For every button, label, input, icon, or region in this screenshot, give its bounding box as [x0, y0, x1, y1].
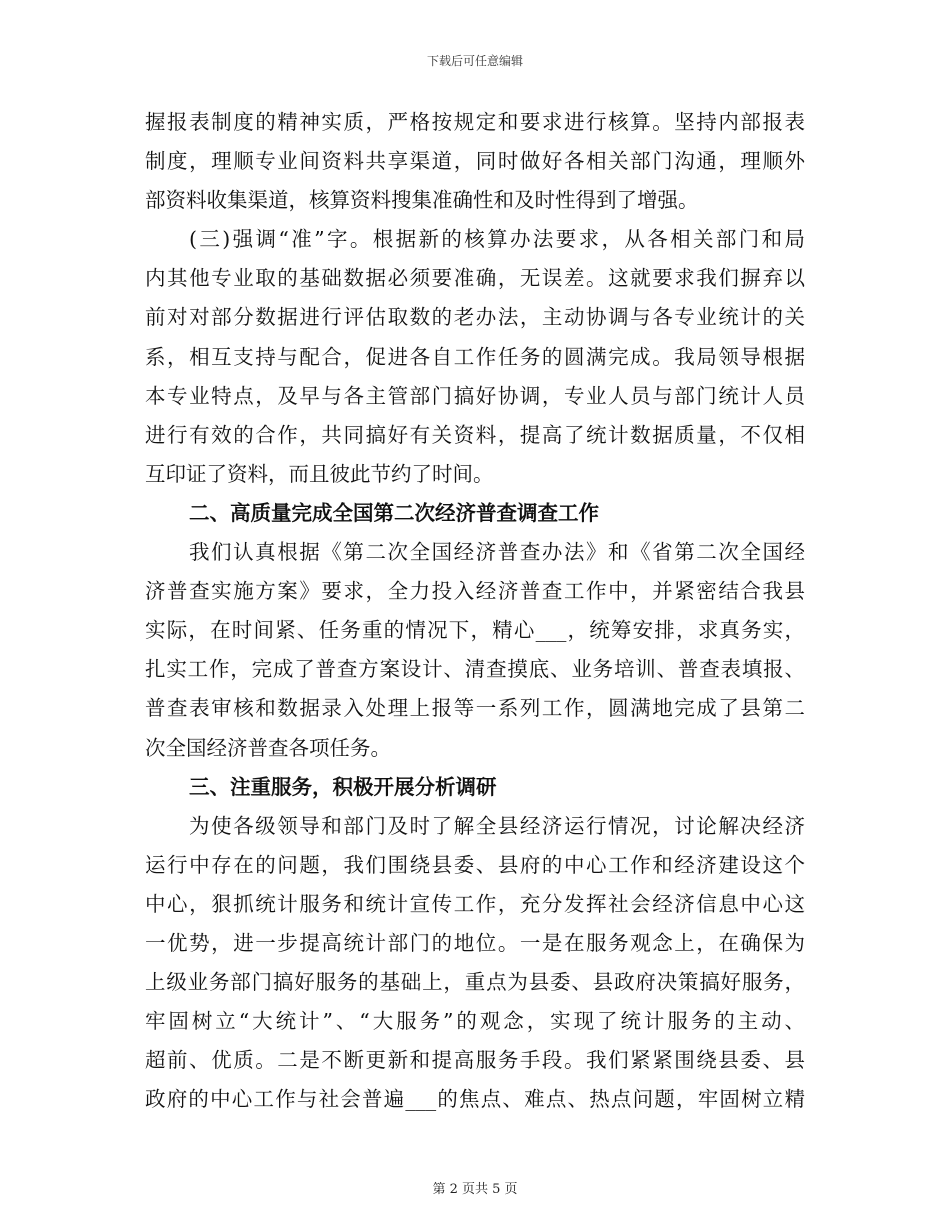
text-line: 为使各级领导和部门及时了解全县经济运行情况，讨论解决经济: [189, 813, 805, 838]
text-line: 中心，狠抓统计服务和统计宣传工作，充分发挥社会经济信息中心这: [145, 891, 805, 916]
text-line: 系，相互支持与配合，促进各自工作任务的圆满完成。我局领导根据: [145, 344, 805, 369]
text-line: 前对对部分数据进行评估取数的老办法，主动协调与各专业统计的关: [145, 305, 805, 330]
text-line: (三)强调“准”字。根据新的核算办法要求，从各相关部门和局: [189, 227, 805, 252]
text-line: 运行中存在的问题，我们围绕县委、县府的中心工作和经济建设这个: [145, 852, 805, 877]
text-line: 济普查实施方案》要求，全力投入经济普查工作中，并紧密结合我县: [145, 579, 805, 604]
text-line: 普查表审核和数据录入处理上报等一系列工作，圆满地完成了县第二: [145, 696, 805, 721]
page-header: 下载后可任意编辑: [426, 54, 523, 68]
text-line: 内其他专业取的基础数据必须要准确，无误差。这就要求我们摒弃以: [145, 266, 805, 291]
text-line: 进行有效的合作，共同搞好有关资料，提高了统计数据质量，不仅相: [145, 422, 805, 447]
paragraph: [145, 220, 805, 494]
text-line: 上级业务部门搞好服务的基础上，重点为县委、县政府决策搞好服务，: [145, 970, 805, 995]
paragraph: [145, 533, 805, 768]
text-line: 次全国经济普查各项任务。: [145, 735, 391, 760]
text-line: 我们认真根据《第二次全国经济普查办法》和《省第二次全国经: [189, 540, 805, 565]
paragraph: [145, 103, 805, 220]
page-footer: 第 2 页共 5 页: [432, 1182, 518, 1197]
text-line: 制度，理顺专业间资料共享渠道，同时做好各相关部门沟通，理顺外: [145, 149, 805, 174]
text-line: 本专业特点，及早与各主管部门搞好协调，专业人员与部门统计人员: [145, 383, 805, 408]
text-line: 超前、优质。二是不断更新和提高服务手段。我们紧紧围绕县委、县: [145, 1048, 805, 1073]
text-line: 扎实工作，完成了普查方案设计、清查摸底、业务培训、普查表填报、: [145, 657, 805, 682]
document-body: [145, 103, 805, 1119]
text-line: 实际，在时间紧、任务重的情况下，精心___，统筹安排，求真务实，: [145, 618, 805, 643]
text-line: 握报表制度的精神实质，严格按规定和要求进行核算。坚持内部报表: [145, 110, 805, 134]
text-line: 政府的中心工作与社会普遍___的焦点、难点、热点问题，牢固树立精: [145, 1087, 805, 1112]
text-line: 部资料收集渠道，核算资料搜集准确性和及时性得到了增强。: [145, 188, 699, 213]
paragraph: [145, 807, 805, 1120]
section-heading: 二、高质量完成全国第二次经济普查调查工作: [189, 500, 599, 525]
text-line: 牢固树立“大统计”、“大服务”的观念，实现了统计服务的主动、: [145, 1009, 805, 1034]
text-line: 一优势，进一步提高统计部门的地位。一是在服务观念上，在确保为: [145, 930, 805, 955]
section-heading: 三、注重服务，积极开展分析调研: [189, 774, 497, 799]
text-line: 互印证了资料，而且彼此节约了时间。: [145, 461, 494, 486]
